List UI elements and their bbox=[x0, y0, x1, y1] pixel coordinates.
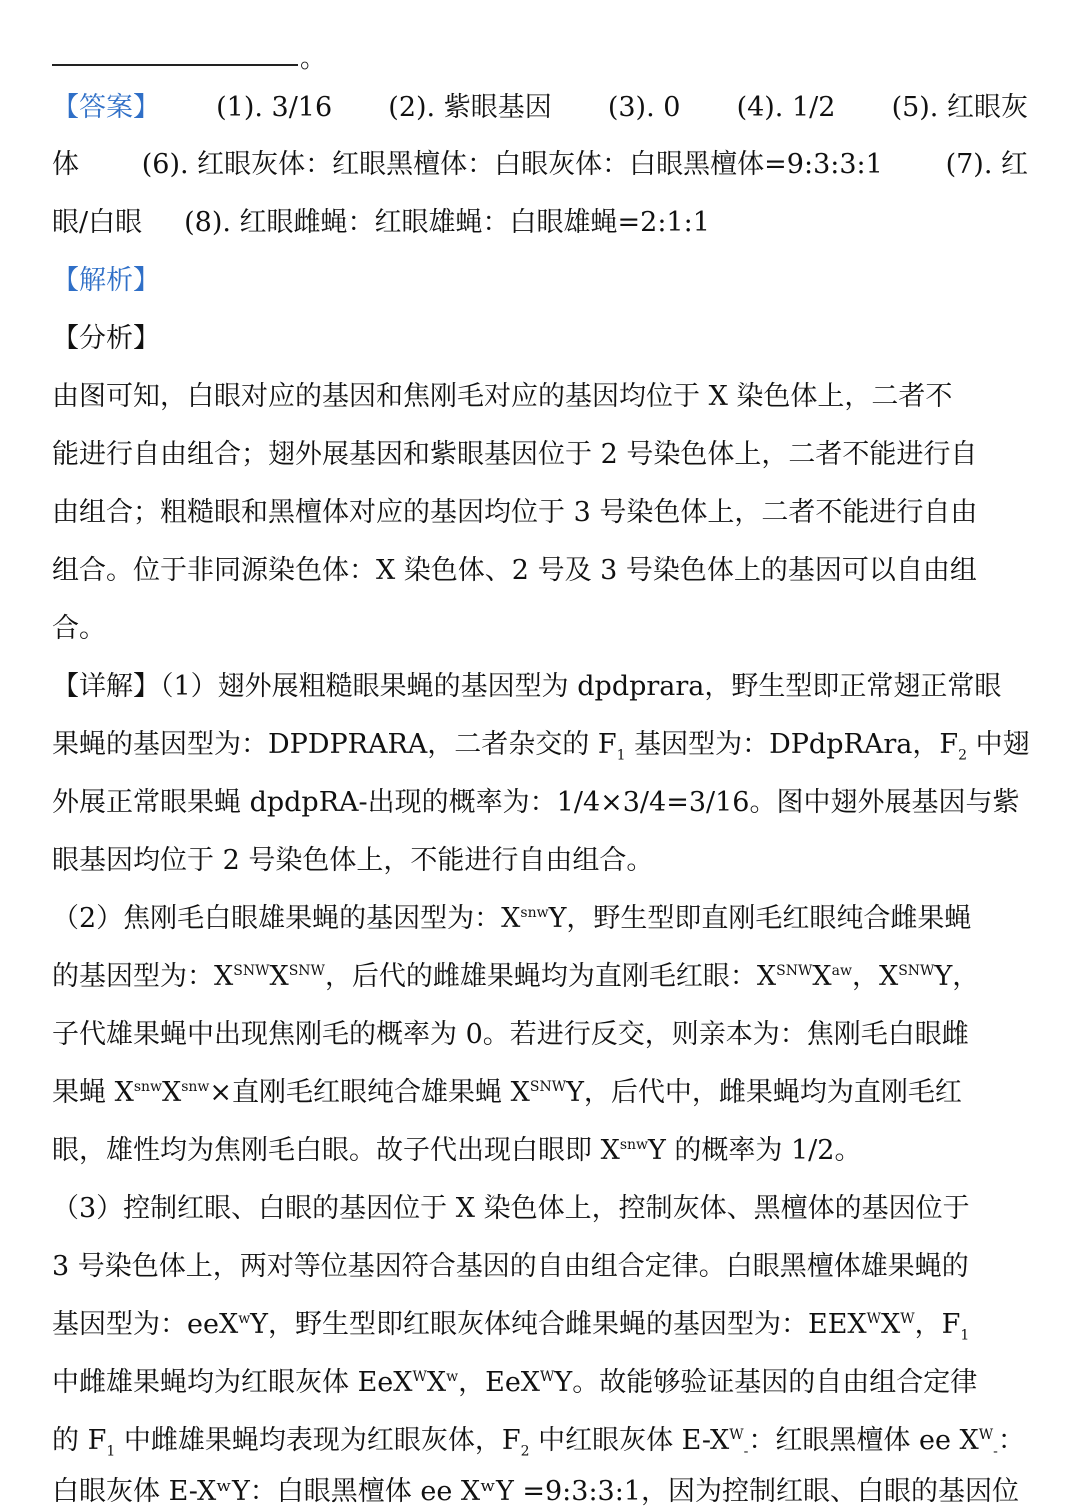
subscript: - bbox=[743, 1443, 749, 1460]
fenxi-line-2 bbox=[52, 437, 1028, 473]
fenxi-label: 【分析】 bbox=[52, 323, 160, 354]
answer-label: 【答案】 bbox=[52, 92, 160, 123]
text: （1）翅外展粗糙眼果蝇的基因型为 dpdprara，野生型即正常翅正常眼 bbox=[160, 671, 1002, 702]
text: ，后代的雌雄果蝇均为直刚毛红眼：X bbox=[324, 961, 777, 992]
superscript: SNW bbox=[529, 1079, 567, 1095]
superscript: snw bbox=[520, 905, 549, 921]
detail-label: 【详解】 bbox=[52, 671, 160, 702]
detail-p1-line-4 bbox=[52, 843, 653, 879]
answer-item-7-cont: 眼/白眼 bbox=[52, 207, 143, 238]
detail-p3-line-3 bbox=[52, 1307, 969, 1343]
detail-p1-line-2 bbox=[52, 727, 1030, 763]
detail-p1-line-1 bbox=[52, 669, 1001, 705]
text: X bbox=[812, 961, 832, 992]
fenxi-line-4 bbox=[52, 553, 1028, 589]
text: X bbox=[162, 1077, 182, 1108]
text: ，X bbox=[851, 961, 899, 992]
text: 3 号染色体上，两对等位基因符合基因的自由组合定律。白眼黑檀体雄果蝇的 bbox=[52, 1251, 969, 1282]
detail-p2-line-4 bbox=[52, 1075, 962, 1111]
analysis-label: 【解析】 bbox=[52, 265, 160, 296]
text: ：红眼黑檀体 ee X bbox=[748, 1425, 979, 1456]
answer-line-3 bbox=[52, 205, 710, 241]
text: X bbox=[881, 1309, 901, 1340]
text: Y， bbox=[934, 961, 980, 992]
text: Y 的概率为 1/2。 bbox=[648, 1135, 862, 1166]
text: 果蝇的基因型为：DPDPRARA，二者杂交的 F bbox=[52, 729, 617, 760]
text: （2）焦刚毛白眼雄果蝇的基因型为：X bbox=[52, 903, 521, 934]
answer-item-3: (3). 0 bbox=[607, 92, 681, 123]
detail-p3-line-1 bbox=[52, 1191, 970, 1227]
text: 由组合；粗糙眼和黑檀体对应的基因均位于 3 号染色体上，二者不能进行自由 bbox=[52, 497, 978, 528]
answer-item-6: (6). 红眼灰体：红眼黑檀体：白眼灰体：白眼黑檀体=9:3:3:1 bbox=[141, 149, 883, 180]
subscript: 2 bbox=[958, 747, 967, 764]
answer-item-8: (8). 红眼雌蝇：红眼雄蝇：白眼雄蝇=2:1:1 bbox=[184, 207, 710, 238]
answer-item-5: (5). 红眼灰 bbox=[891, 92, 1028, 123]
superscript: w bbox=[446, 1369, 459, 1385]
superscript: SNW bbox=[233, 963, 270, 979]
superscript: SNW bbox=[776, 963, 813, 979]
text: （3）控制红眼、白眼的基因位于 X 染色体上，控制灰体、黑檀体的基因位于 bbox=[52, 1193, 970, 1224]
text: ： bbox=[997, 1425, 1025, 1456]
answer-item-7: (7). 红 bbox=[945, 149, 1028, 180]
superscript: W bbox=[729, 1427, 744, 1443]
text: 的 F bbox=[52, 1425, 107, 1456]
text: ×直刚毛红眼纯合雄果蝇 X bbox=[209, 1077, 530, 1108]
text: Y，野生型即直刚毛红眼纯合雌果蝇 bbox=[548, 903, 972, 934]
superscript: snw bbox=[133, 1079, 162, 1095]
text: 子代雄果蝇中出现焦刚毛的概率为 0。若进行反交，则亲本为：焦刚毛白眼雌 bbox=[52, 1019, 969, 1050]
superscript: w bbox=[238, 1311, 251, 1327]
fenxi-line-5 bbox=[52, 611, 106, 647]
text: Y。故能够验证基因的自由组合定律 bbox=[554, 1367, 978, 1398]
text: 中雌雄果蝇均表现为红眼灰体，F bbox=[115, 1425, 521, 1456]
superscript: aw bbox=[831, 963, 852, 979]
text: 能进行自由组合；翅外展基因和紫眼基因位于 2 号染色体上，二者不能进行自 bbox=[52, 439, 978, 470]
blank-period: 。 bbox=[300, 44, 327, 74]
subscript: 1 bbox=[616, 747, 626, 764]
superscript: W bbox=[540, 1369, 555, 1385]
answer-blank-line bbox=[52, 64, 298, 66]
superscript: SNW bbox=[898, 963, 935, 979]
text: ，F bbox=[914, 1309, 961, 1340]
text: X bbox=[269, 961, 289, 992]
superscript: snw bbox=[619, 1137, 648, 1153]
superscript: W bbox=[412, 1369, 427, 1385]
text: 的基因型为：X bbox=[52, 961, 234, 992]
answer-item-2: (2). 紫眼基因 bbox=[388, 92, 552, 123]
superscript: snw bbox=[181, 1079, 210, 1095]
text: 基因型为：DPdpRAra，F bbox=[625, 729, 959, 760]
subscript: - bbox=[993, 1443, 998, 1460]
fenxi-line-3 bbox=[52, 495, 1028, 531]
subscript: 2 bbox=[520, 1443, 530, 1460]
detail-p3-line-4 bbox=[52, 1365, 977, 1401]
text: Y，野生型即红眼灰体纯合雌果蝇的基因型为：EEX bbox=[250, 1309, 867, 1340]
text: 白眼灰体 E-XʷY：白眼黑檀体 ee XʷY =9:3:3:1，因为控制红眼、白眼的基因位 bbox=[52, 1476, 1019, 1507]
text: Y，后代中，雌果蝇均为直刚毛红 bbox=[566, 1077, 962, 1108]
text: 眼，雄性均为焦刚毛白眼。故子代出现白眼即 X bbox=[52, 1135, 620, 1166]
detail-p2-line-3 bbox=[52, 1017, 969, 1053]
detail-p2-line-1 bbox=[52, 901, 971, 937]
text: X bbox=[426, 1367, 447, 1398]
answer-item-1: (1). 3/16 bbox=[216, 92, 333, 123]
text: 果蝇 X bbox=[52, 1077, 134, 1108]
text: ，EeX bbox=[458, 1367, 541, 1398]
fenxi-line-1 bbox=[52, 379, 1028, 415]
superscript: SNW bbox=[288, 963, 325, 979]
superscript: W bbox=[978, 1427, 994, 1443]
text: 外展正常眼果蝇 dpdpRA-出现的概率为：1/4×3/4=3/16。图中翅外展基因与紫 bbox=[52, 787, 1020, 818]
detail-p2-line-2 bbox=[52, 959, 979, 995]
subscript: 1 bbox=[106, 1443, 116, 1460]
superscript: W bbox=[866, 1311, 882, 1327]
text: 组合。位于非同源染色体：X 染色体、2 号及 3 号染色体上的基因可以自由组 bbox=[52, 555, 977, 586]
text: 基因型为：eeX bbox=[52, 1309, 239, 1340]
answer-line-1 bbox=[52, 90, 1028, 126]
detail-p3-line-6-cutoff bbox=[52, 1474, 1019, 1510]
superscript: W bbox=[900, 1311, 915, 1327]
answer-line-2 bbox=[52, 147, 1028, 183]
text: 中雌雄果蝇均为红眼灰体 EeX bbox=[52, 1367, 413, 1398]
text: 中翅 bbox=[966, 729, 1030, 760]
answer-item-5-cont: 体 bbox=[52, 149, 79, 180]
detail-p3-line-2 bbox=[52, 1249, 969, 1285]
detail-p1-line-3 bbox=[52, 785, 1019, 821]
text: 由图可知，白眼对应的基因和焦刚毛对应的基因均位于 X 染色体上，二者不 bbox=[52, 381, 953, 412]
detail-p3-line-5 bbox=[52, 1423, 1025, 1459]
subscript: 1 bbox=[960, 1327, 970, 1344]
text: 合。 bbox=[52, 613, 106, 644]
text: 眼基因均位于 2 号染色体上，不能进行自由组合。 bbox=[52, 845, 654, 876]
text: 中红眼灰体 E-X bbox=[529, 1425, 730, 1456]
answer-item-4: (4). 1/2 bbox=[736, 92, 836, 123]
detail-p2-line-5 bbox=[52, 1133, 861, 1169]
